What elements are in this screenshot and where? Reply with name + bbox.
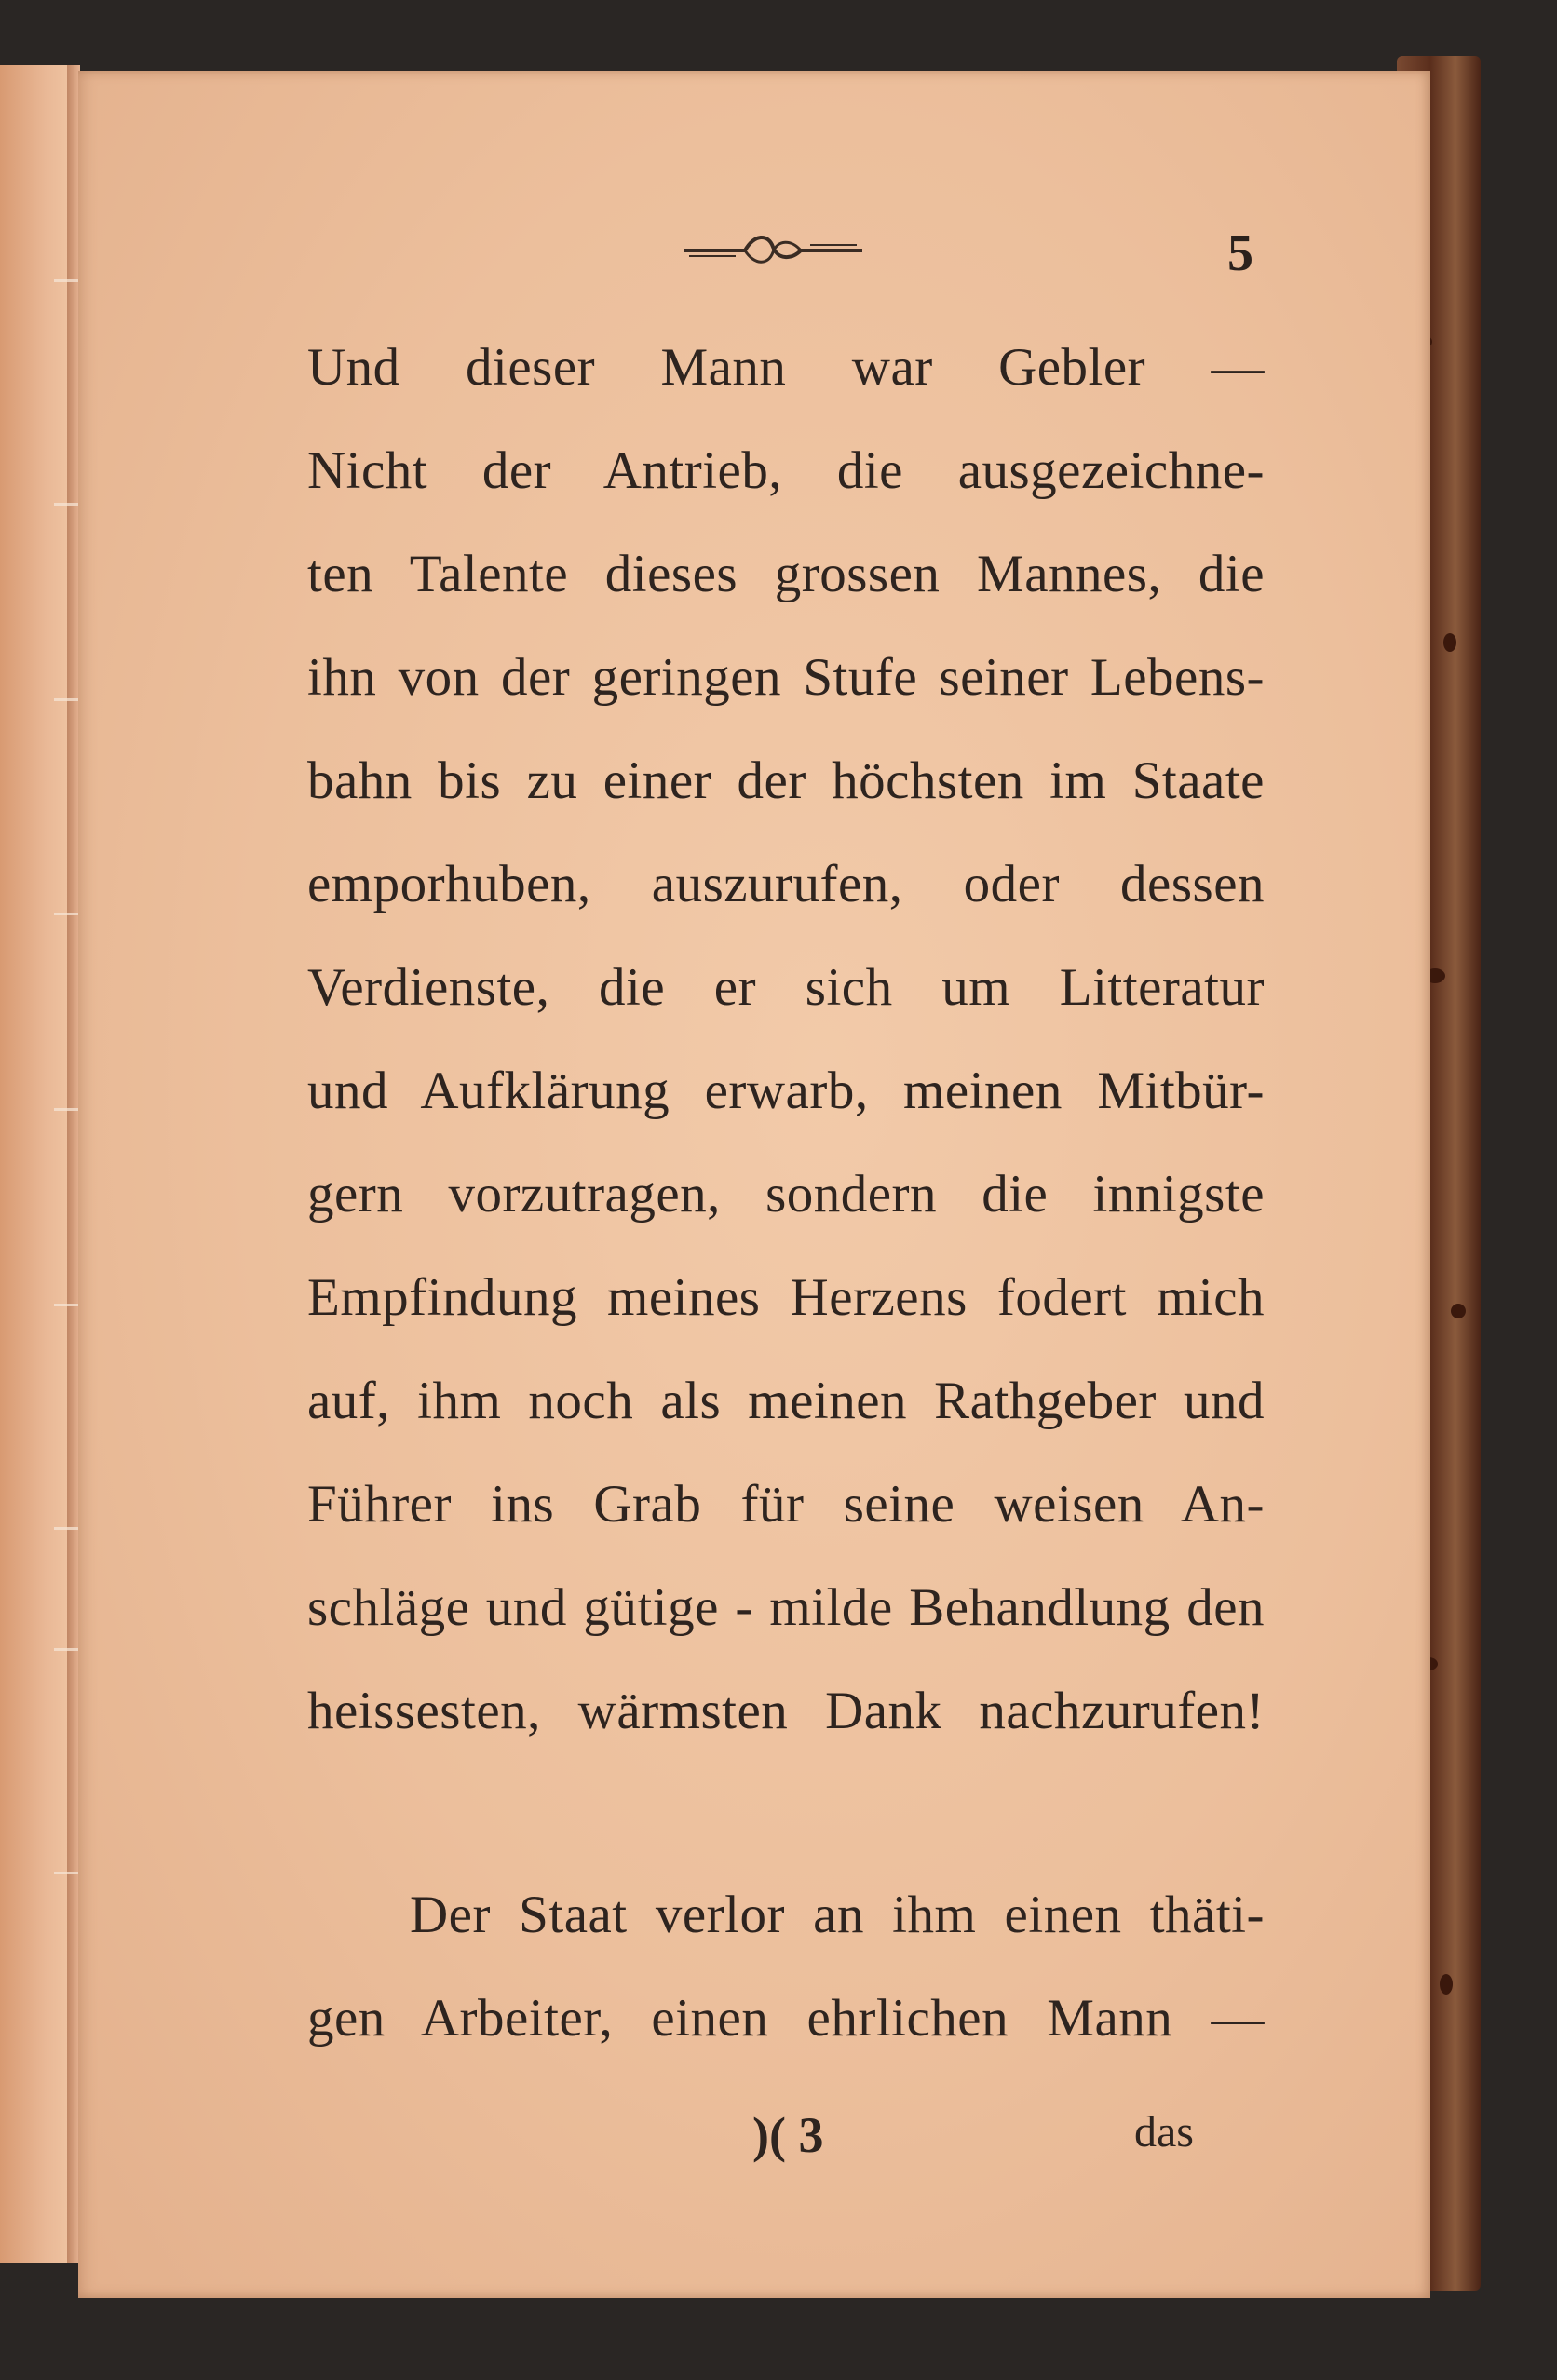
facing-page [0,65,76,2263]
text-line: Verdienste, die er sich um Litteratur [307,958,1265,1017]
text-line: emporhuben, auszurufen, oder dessen [307,855,1265,913]
text-line: gern vorzutragen, sondern die innigste [307,1165,1265,1224]
text-line: Empfindung meines Herzens fodert mich [307,1268,1265,1327]
ornament-icon [680,228,866,271]
text-line: und Aufklärung erwarb, meinen Mitbür- [307,1062,1265,1120]
text-line: Führer ins Grab für seine weisen An- [307,1475,1265,1534]
catchword: das [1134,2107,1194,2157]
text-line: ten Talente dieses grossen Mannes, die [307,545,1265,603]
signature-mark: )( 3 [752,2107,824,2163]
page-number: 5 [1227,224,1253,282]
text-line: Nicht der Antrieb, die ausgezeichne- [307,441,1265,500]
text-line: bahn bis zu einer der höchsten im Staate [307,751,1265,810]
text-line: Und dieser Mann war Gebler — [307,338,1265,397]
text-line: Der Staat verlor an ihm einen thäti- [410,1886,1265,1944]
text-line: auf, ihm noch als meinen Rathgeber und [307,1372,1265,1430]
text-line: heissesten, wärmsten Dank nachzurufen! [307,1682,1265,1740]
text-line: schläge und gütige - milde Behandlung den [307,1578,1265,1637]
text-line: gen Arbeiter, einen ehrlichen Mann — [307,1989,1265,2048]
text-line: ihn von der geringen Stufe seiner Lebens- [307,648,1265,707]
